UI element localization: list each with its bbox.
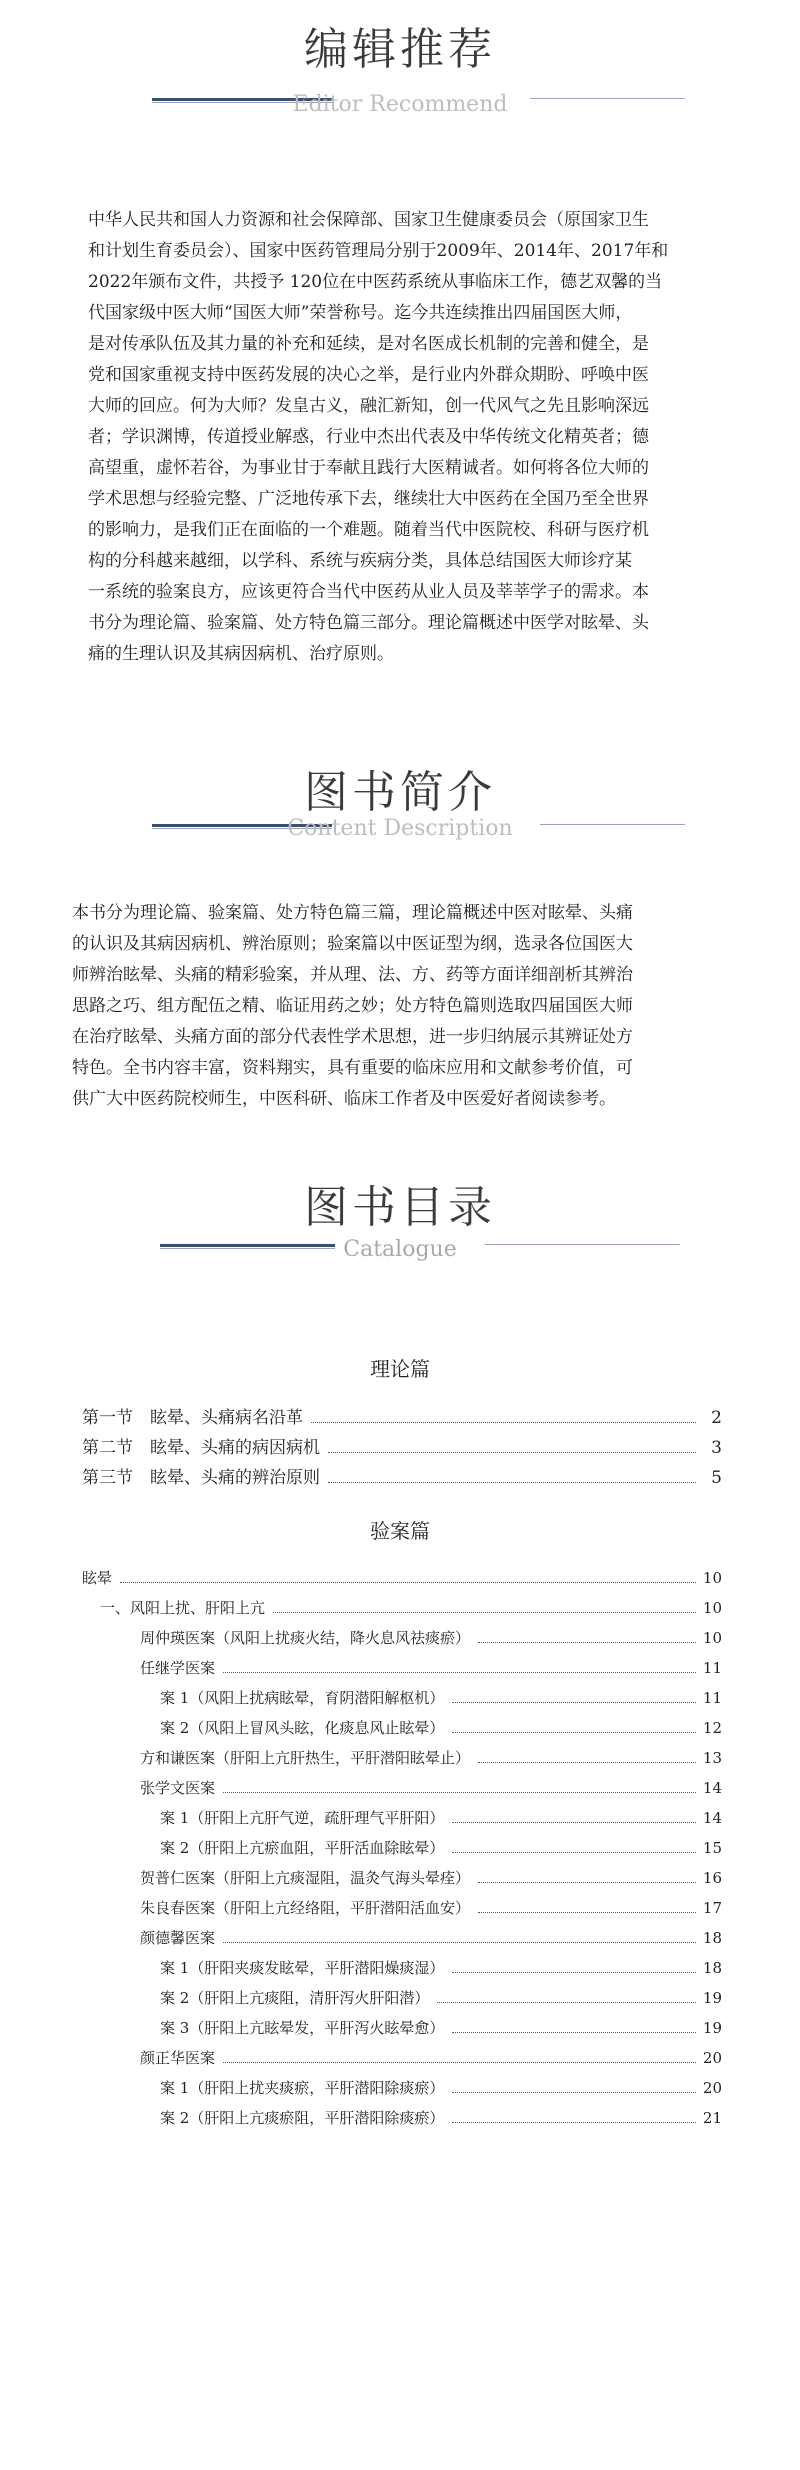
paragraph-line: 代国家级中医大师“国医大师”荣誉称号。迄今共连续推出四届国医大师， <box>88 303 633 323</box>
toc-entry[interactable] <box>82 2043 722 2073</box>
toc-leader-dots <box>452 1851 696 1853</box>
toc-entry[interactable] <box>82 1593 722 1623</box>
paragraph-line: 特色。全书内容丰富，资料翔实，具有重要的临床应用和文献参考价值，可 <box>72 1058 633 1078</box>
toc-entry[interactable] <box>82 1433 722 1463</box>
toc-leader-dots <box>223 2061 696 2063</box>
toc-entry-page: 5 <box>711 1468 722 1488</box>
toc-entry-page: 19 <box>702 1989 722 2007</box>
toc-entry-label: 案 3（肝阳上亢眩晕发，平肝泻火眩晕愈） <box>160 2019 445 2037</box>
toc-entry-page: 2 <box>711 1408 722 1428</box>
paragraph-line: 在治疗眩晕、头痛方面的部分代表性学术思想，进一步归纳展示其辨证处方 <box>72 1027 633 1047</box>
toc-entry-label: 第二节 眩晕、头痛的病因病机 <box>82 1438 320 1458</box>
editor-title: 编辑推荐 <box>304 24 496 75</box>
toc-entry-page: 11 <box>702 1689 722 1707</box>
paragraph-line: 构的分科越来越细，以学科、系统与疾病分类，具体总结国医大师诊疗某 <box>88 551 632 571</box>
toc-entry[interactable] <box>82 1983 722 2013</box>
toc-entry[interactable] <box>82 1893 722 1923</box>
toc-leader-dots <box>478 1641 696 1643</box>
toc-entry-label: 第一节 眩晕、头痛病名沿革 <box>82 1408 303 1428</box>
paragraph-line: 中华人民共和国人力资源和社会保障部、国家卫生健康委员会（原国家卫生 <box>88 210 649 230</box>
toc-entry-label: 朱良春医案（肝阳上亢经络阻，平肝潜阳活血安） <box>140 1899 471 1917</box>
catalogue-subtitle: Catalogue <box>343 1237 457 1262</box>
toc-entry[interactable] <box>82 1713 722 1743</box>
toc-entry[interactable] <box>82 1403 722 1433</box>
part2-title: 验案篇 <box>370 1519 430 1543</box>
toc-entry-page: 19 <box>702 2019 722 2037</box>
toc-leader-dots <box>452 2031 696 2033</box>
toc-entry-label: 一、风阳上扰、肝阳上亢 <box>100 1599 266 1617</box>
toc-leader-dots <box>223 1671 696 1673</box>
toc-entry[interactable] <box>82 1923 722 1953</box>
toc-entry-page: 11 <box>702 1659 722 1677</box>
toc-entry-page: 12 <box>702 1719 722 1737</box>
toc-leader-dots <box>478 1761 696 1763</box>
paragraph-line: 的影响力，是我们正在面临的一个难题。随着当代中医院校、科研与医疗机 <box>88 520 649 540</box>
toc-entry-page: 10 <box>702 1569 722 1587</box>
toc-entry-label: 贺普仁医案（肝阳上亢痰湿阻，温灸气海头晕痊） <box>140 1869 471 1887</box>
toc-entry-page: 18 <box>702 1959 722 1977</box>
toc-entry[interactable] <box>82 2073 722 2103</box>
paragraph-line: 的认识及其病因病机、辨治原则；验案篇以中医证型为纲，选录各位国医大 <box>72 934 633 954</box>
toc-leader-dots <box>437 2001 696 2003</box>
toc-entry[interactable] <box>82 1463 722 1493</box>
toc-entry-page: 16 <box>702 1869 722 1887</box>
toc-entry[interactable] <box>82 1743 722 1773</box>
toc-entry-label: 案 1（肝阳夹痰发眩晕，平肝潜阳燥痰湿） <box>160 1959 445 1977</box>
part1-toc <box>82 1403 722 1493</box>
toc-entry-page: 10 <box>702 1599 722 1617</box>
toc-entry-label: 案 2（风阳上冒风头眩，化痰息风止眩晕） <box>160 1719 445 1737</box>
paragraph-line: 和计划生育委员会）、国家中医药管理局分别于2009年、2014年、2017年和 <box>88 241 669 261</box>
intro-section-header <box>0 765 800 821</box>
toc-entry[interactable] <box>82 1563 722 1593</box>
toc-entry-label: 案 1（肝阳上亢肝气逆，疏肝理气平肝阳） <box>160 1809 445 1827</box>
toc-entry-page: 20 <box>702 2049 722 2067</box>
intro-title: 图书简介 <box>304 767 496 818</box>
paragraph-line: 思路之巧、组方配伍之精、临证用药之妙；处方特色篇则选取四届国医大师 <box>72 996 633 1016</box>
part2-toc <box>82 1563 722 2133</box>
toc-leader-dots <box>452 2091 696 2093</box>
toc-entry-page: 17 <box>702 1899 722 1917</box>
toc-entry-page: 21 <box>702 2109 722 2127</box>
toc-entry-page: 10 <box>702 1629 722 1647</box>
toc-entry[interactable] <box>82 2013 722 2043</box>
toc-leader-dots <box>452 1821 696 1823</box>
toc-entry[interactable] <box>82 1623 722 1653</box>
paragraph-line: 2022年颁布文件，共授予 120位在中医药系统从事临床工作，德艺双馨的当 <box>88 272 663 292</box>
toc-leader-dots <box>120 1581 696 1583</box>
paragraph-line: 者；学识渊博，传道授业解惑，行业中杰出代表及中华传统文化精英者；德 <box>88 427 649 447</box>
toc-entry-label: 案 2（肝阳上亢瘀血阻，平肝活血除眩晕） <box>160 1839 445 1857</box>
toc-entry-page: 15 <box>702 1839 722 1857</box>
paragraph-line: 是对传承队伍及其力量的补充和延续，是对名医成长机制的完善和健全，是 <box>88 334 649 354</box>
toc-entry-label: 颜正华医案 <box>140 2049 216 2067</box>
toc-entry-page: 20 <box>702 2079 722 2097</box>
paragraph-line: 书分为理论篇、验案篇、处方特色篇三部分。理论篇概述中医学对眩晕、头 <box>88 613 649 633</box>
toc-leader-dots <box>452 1971 696 1973</box>
paragraph-line: 大师的回应。何为大师？发皇古义，融汇新知，创一代风气之先且影响深远 <box>88 396 649 416</box>
toc-leader-dots <box>328 1451 696 1453</box>
toc-entry[interactable] <box>82 1863 722 1893</box>
toc-entry[interactable] <box>82 1683 722 1713</box>
paragraph-line: 痛的生理认识及其病因病机、治疗原则。 <box>88 644 394 664</box>
toc-leader-dots <box>328 1481 696 1483</box>
toc-leader-dots <box>452 2121 696 2123</box>
paragraph-line: 师辨治眩晕、头痛的精彩验案，并从理、法、方、药等方面详细剖析其辨治 <box>72 965 633 985</box>
toc-entry[interactable] <box>82 2103 722 2133</box>
toc-entry-label: 案 2（肝阳上亢痰阻，清肝泻火肝阳潜） <box>160 1989 430 2007</box>
toc-entry-page: 14 <box>702 1809 722 1827</box>
catalogue-section-header <box>0 1180 800 1236</box>
paragraph-line: 高望重，虚怀若谷，为事业甘于奉献且践行大医精诚者。如何将各位大师的 <box>88 458 649 478</box>
toc-entry-label: 案 2（肝阳上亢痰瘀阻，平肝潜阳除痰瘀） <box>160 2109 445 2127</box>
toc-leader-dots <box>452 1731 696 1733</box>
toc-leader-dots <box>478 1911 696 1913</box>
toc-entry-label: 方和谦医案（肝阳上亢肝热生，平肝潜阳眩晕止） <box>140 1749 471 1767</box>
catalogue-title: 图书目录 <box>304 1182 496 1233</box>
toc-entry-label: 眩晕 <box>82 1569 113 1587</box>
toc-leader-dots <box>273 1611 696 1613</box>
toc-entry-label: 任继学医案 <box>140 1659 216 1677</box>
toc-entry-label: 第三节 眩晕、头痛的辨治原则 <box>82 1468 320 1488</box>
toc-entry-page: 18 <box>702 1929 722 1947</box>
intro-subtitle: Content Description <box>287 816 513 841</box>
toc-entry[interactable] <box>82 1953 722 1983</box>
toc-entry-label: 颜德馨医案 <box>140 1929 216 1947</box>
editor-section-header <box>0 22 800 78</box>
toc-entry[interactable] <box>82 1653 722 1683</box>
toc-entry[interactable] <box>82 1773 722 1803</box>
toc-entry[interactable] <box>82 1833 722 1863</box>
editor-subtitle: Editor Recommend <box>292 92 508 117</box>
editor-paragraph <box>88 205 728 670</box>
paragraph-line: 本书分为理论篇、验案篇、处方特色篇三篇，理论篇概述中医对眩晕、头痛 <box>72 903 633 923</box>
paragraph-line: 一系统的验案良方，应该更符合当代中医药从业人员及莘莘学子的需求。本 <box>88 582 649 602</box>
toc-leader-dots <box>311 1421 696 1423</box>
paragraph-line: 党和国家重视支持中医药发展的决心之举，是行业内外群众期盼、呼唤中医 <box>88 365 649 385</box>
toc-leader-dots <box>223 1941 696 1943</box>
toc-entry-page: 3 <box>711 1438 722 1458</box>
part1-title: 理论篇 <box>370 1357 430 1381</box>
intro-paragraph <box>72 898 727 1115</box>
toc-entry-label: 案 1（风阳上扰病眩晕，育阴潜阳解枢机） <box>160 1689 445 1707</box>
toc-entry-label: 案 1（肝阳上扰夹痰瘀，平肝潜阳除痰瘀） <box>160 2079 445 2097</box>
toc-entry-page: 14 <box>702 1779 722 1797</box>
toc-leader-dots <box>452 1701 696 1703</box>
paragraph-line: 供广大中医药院校师生，中医科研、临床工作者及中医爱好者阅读参考。 <box>72 1089 616 1109</box>
toc-entry-label: 张学文医案 <box>140 1779 216 1797</box>
toc-leader-dots <box>223 1791 696 1793</box>
toc-entry[interactable] <box>82 1803 722 1833</box>
toc-entry-label: 周仲瑛医案（风阳上扰痰火结，降火息风祛痰瘀） <box>140 1629 471 1647</box>
toc-leader-dots <box>478 1881 696 1883</box>
paragraph-line: 学术思想与经验完整、广泛地传承下去，继续壮大中医药在全国乃至全世界 <box>88 489 649 509</box>
toc-entry-page: 13 <box>702 1749 722 1767</box>
